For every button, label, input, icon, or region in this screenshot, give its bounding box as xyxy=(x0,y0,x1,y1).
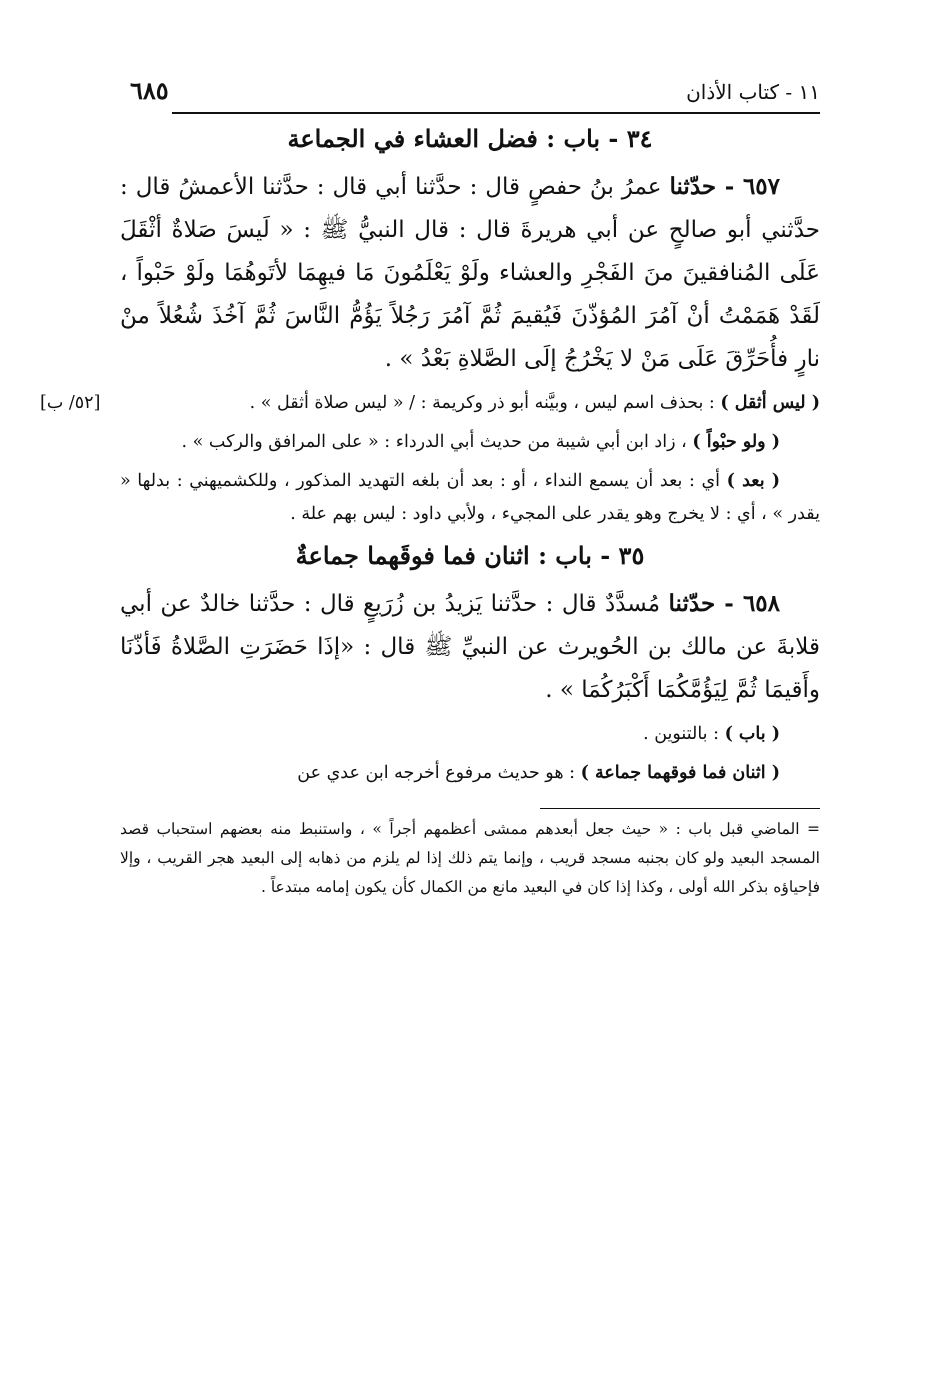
note-text: أي : بعد أن يسمع النداء ، أو : بعد أن بلغه التهديد المذكور ، وللكشميهني : بدلها « يقدر » ، أي : لا يخرج وهو يقدر على المجيء ، ولأبي داود : ليس بهم علة . xyxy=(120,471,820,524)
book-page xyxy=(40,60,820,1320)
note-laysa-athqal xyxy=(40,387,860,420)
section-34-title: ٣٤ - باب : فضل العشاء في الجماعة xyxy=(287,124,653,153)
hadith-658-text: مُسدَّدٌ قال : حدَّثنا يَزيدُ بن زُرَيعٍ قال : حدَّثنا خالدٌ عن أبي قلابةَ عن مالك بن الحُويرث عن النبيِّ ﷺ قال : «إذَا حَضَرَتِ الصَّلاةُ فَأذّنَا وأَقيمَا ثُمَّ لِيَؤُمَّكُمَا أَكْبَرُكُمَا » . xyxy=(120,591,820,703)
header-rule xyxy=(172,112,820,114)
note-baad xyxy=(120,465,820,531)
note-head: ( باب ) xyxy=(724,724,780,744)
note-text: : بالتنوين . xyxy=(643,724,719,744)
note-text: : هو حديث مرفوع أخرجه ابن عدي عن xyxy=(297,763,575,783)
page-header xyxy=(120,60,820,112)
section-35-title: ٣٥ - باب : اثنان فما فوقَهما جماعةٌ xyxy=(295,541,645,570)
footnote: = الماضي قبل باب : « حيث جعل أبعدهم ممشى أعظمهم أجراً » ، واستنبط منه بعضهم استحباب قصد المسجد البعيد ولو كان بجنبه مسجد قريب ، وإنما يتم ذلك إذا لم يلزم من ذهابه إلى البعيد هجر القريب ، وإلا فإحياؤه بذكر الله أولى ، وكذا إذا كان في البعيد مانع من الكمال كأن يكون إمامه مبتدعاً . xyxy=(120,820,820,896)
note-text: : بحذف اسم ليس ، وبيَّنه أبو ذر وكريمة : / « ليس صلاة أثقل » . xyxy=(249,393,715,413)
margin-reference: [٥٢/ ب] xyxy=(40,393,101,413)
hadith-657-number: ٦٥٧ - حدّثنا xyxy=(669,173,781,200)
hadith-657 xyxy=(120,165,820,381)
note-head: ( اثنان فما فوقهما جماعة ) xyxy=(580,763,780,783)
note-text: ، زاد ابن أبي شيبة من حديث أبي الدرداء : « على المرافق والركب » . xyxy=(181,432,687,452)
note-bab xyxy=(120,718,820,751)
note-wa-law-habwan xyxy=(120,426,820,459)
running-head: ١١ - كتاب الأذان xyxy=(686,80,820,104)
note-ithnan xyxy=(120,757,820,790)
page-number: ٦٨٥ xyxy=(130,76,169,105)
note-head: ( ولو حبْواً ) xyxy=(692,432,780,452)
hadith-657-text: عمرُ بنُ حفصٍ قال : حدَّثنا أبي قال : حدَّثنا الأعمشُ قال : حدَّثني أبو صالحٍ عن أبي هريرةَ قال : قال النبيُّ ﷺ : « لَيسَ صَلاةٌ أثْقَلَ عَلَى المُنافقينَ منَ الفَجْرِ والعشاء ولَوْ يَعْلَمُونَ مَا فيهِمَا لأتَوهُمَا ولَوْ حَبْواً ، لَقَدْ هَمَمْتُ أنْ آمُرَ المُؤذّنَ فَيُقيمَ ثُمَّ آمُرَ رَجُلاً يَؤُمُّ النَّاسَ ثُمَّ آخُذَ شُعُلاً منْ نارٍ فأُحَرِّقَ عَلَى مَنْ لا يَخْرُجُ إلَى الصَّلاةِ بَعْدُ » . xyxy=(120,174,820,372)
hadith-658 xyxy=(120,582,820,712)
note-head: ( ليس أثقل ) xyxy=(720,393,820,413)
note-head: ( بعد ) xyxy=(726,471,780,491)
footnote-rule xyxy=(540,808,820,809)
hadith-658-number: ٦٥٨ - حدّثنا xyxy=(668,590,781,617)
